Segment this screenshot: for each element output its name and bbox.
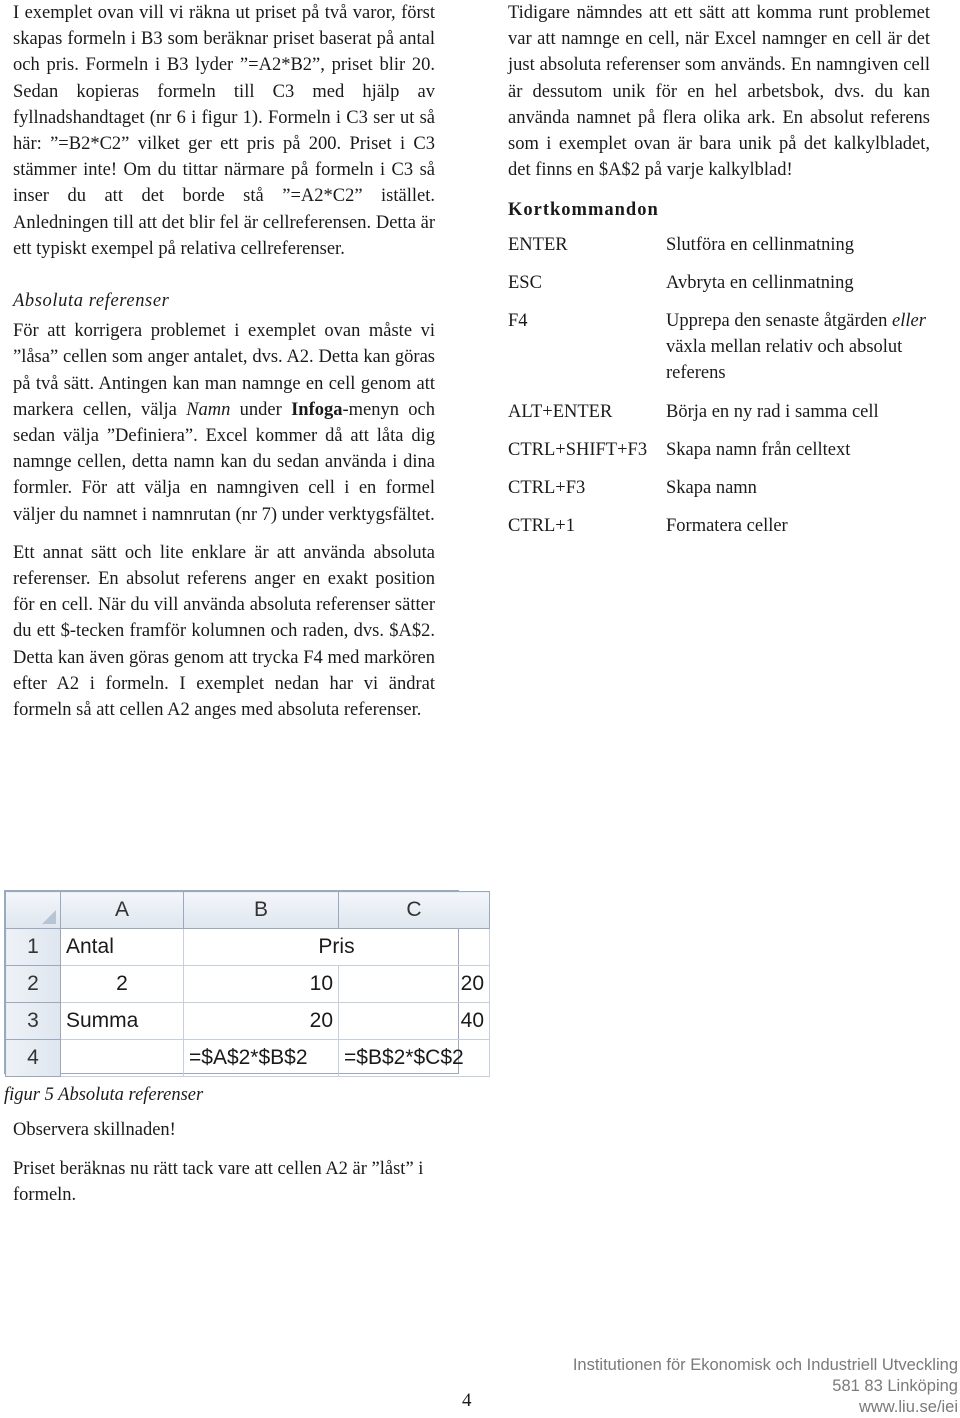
table-row	[6, 966, 490, 1003]
shortcut-description: Slutföra en cellinmatning	[666, 234, 855, 255]
text-span: under	[230, 399, 292, 420]
row-header: 2	[6, 966, 61, 1003]
text-span: -menyn och sedan välja ”Definiera”. Excel kommer då att låta dig namnge cellen, detta namn kan du sedan använda i dina formler. För att välja en namngiven cell i en formel väljer du namnet i namnrutan (nr 7) under verktygsfältet.	[13, 399, 435, 525]
shortcut-description: Börja en ny rad i samma cell	[666, 401, 879, 422]
cell-c3: 40	[339, 1003, 490, 1040]
paragraph-lock-cell	[13, 318, 435, 528]
shortcuts-table	[508, 232, 930, 552]
shortcut-key: ESC	[508, 272, 542, 293]
shortcut-description: Skapa namn	[666, 478, 757, 499]
spreadsheet-figure	[4, 890, 484, 1074]
shortcut-key: CTRL+F3	[508, 478, 586, 499]
paragraph-price-correct: Priset beräknas nu rätt tack vare att cellen A2 är ”låst” i formeln.	[13, 1159, 424, 1206]
cell-a1: Antal	[61, 929, 184, 966]
cell-b3: 20	[184, 1003, 339, 1040]
left-column	[13, 0, 435, 723]
shortcut-description: Formatera celler	[666, 516, 788, 537]
shortcut-description: Skapa namn från celltext	[666, 439, 851, 460]
text-span: För att korrigera problemet i exemplet ovan måste vi ”låsa” cellen som anger antalet, dvs. A2. Detta kan göras på två sätt. Antingen kan man namnge en cell genom att markera cellen, välja	[13, 321, 435, 420]
column-header-row	[6, 892, 490, 929]
paragraph-named-cell: Tidigare nämndes att ett sätt att komma runt problemet var att namnge en cell, när Excel namnger en cell är det just absoluta referenser som används. En namngiven cell är dessutom unik för en hel arbetsbok, dvs. du kan använda namnet på flera olika ark. En absolut referens som i exemplet ovan är bara unik på det kalkylbladet, det finns en $A$2 på varje kalkylblad!	[508, 3, 930, 181]
shortcut-key: F4	[508, 311, 528, 332]
page-number: 4	[462, 1390, 472, 1411]
column-header-c: C	[339, 892, 490, 929]
table-row	[508, 513, 930, 551]
table-row	[6, 929, 490, 966]
table-row	[508, 437, 930, 475]
column-header-b: B	[184, 892, 339, 929]
cell-b2: 10	[184, 966, 339, 1003]
footer-institution: Institutionen för Ekonomisk och Industriell Utveckling	[572, 1356, 958, 1374]
after-figure-text	[13, 1117, 435, 1222]
cell-c2: 20	[339, 966, 490, 1003]
cell-c4: =$B$2*$C$2	[339, 1040, 490, 1077]
table-row	[508, 232, 930, 270]
text-span: växla mellan relativ och absolut referens	[666, 337, 903, 384]
table-row	[508, 399, 930, 437]
row-header: 1	[6, 929, 61, 966]
menu-term-infoga: Infoga	[291, 399, 343, 420]
shortcut-key: ALT+ENTER	[508, 401, 613, 422]
spreadsheet-grid	[5, 891, 490, 1077]
shortcut-description: Avbryta en cellinmatning	[666, 272, 854, 293]
cell-b1: Pris	[184, 929, 490, 966]
shortcut-description	[666, 308, 930, 399]
paragraph-relative-references: I exemplet ovan vill vi räkna ut priset på två varor, först skapas formeln i B3 som beräknar priset baserat på antal och pris. Formeln i B3 lyder ”=A2*B2”, priset blir 20. Sedan kopieras formeln till C3 med hjälp av fyllnadshandtaget (nr 6 i figur 1). Formeln i C3 ser ut så här: ”=B2*C2” vilket ger ett pris på 200. Priset i C3 stämmer inte! Om du tittar närmare på formeln i C3 så inser du att det borde stå ”=A2*C2” istället. Anledningen till att det blir fel är cellreferensen. Detta är ett typiskt exempel på relativa cellreferenser.	[13, 3, 435, 259]
shortcut-key: CTRL+1	[508, 516, 575, 537]
footer	[573, 1355, 958, 1418]
table-row	[6, 1040, 490, 1077]
table-row	[508, 475, 930, 513]
menu-term-namn: Namn	[186, 399, 231, 420]
corner-triangle-icon	[42, 910, 56, 924]
section-heading-absolute-references: Absoluta referenser	[13, 291, 170, 312]
paragraph-absolute-references: Ett annat sätt och lite enklare är att använda absoluta referenser. En absolut referens anger en exakt position för en cell. När du vill använda absoluta referenser sätter du ett $-tecken framför kolumnen och raden, dvs. $A$2. Detta kan även göras genom att trycka F4 med markören efter A2 i formeln. I exemplet nedan har vi ändrat formeln så att cellen A2 anges med absoluta referenser.	[13, 542, 435, 721]
shortcut-key: CTRL+SHIFT+F3	[508, 439, 648, 460]
cell-a4	[61, 1040, 184, 1077]
right-column	[508, 0, 930, 551]
paragraph-observe: Observera skillnaden!	[13, 1120, 176, 1140]
cell-b4: =$A$2*$B$2	[184, 1040, 339, 1077]
shortcut-key: ENTER	[508, 234, 568, 255]
row-header: 3	[6, 1003, 61, 1040]
cell-a2: 2	[61, 966, 184, 1003]
table-row	[6, 1003, 490, 1040]
shortcuts-heading: Kortkommandon	[508, 200, 659, 221]
select-all-corner	[6, 892, 61, 929]
emphasis-eller: eller	[892, 311, 926, 332]
footer-address: 581 83 Linköping	[832, 1377, 958, 1395]
text-span: Upprepa den senaste åtgärden	[666, 311, 893, 332]
column-header-a: A	[61, 892, 184, 929]
footer-website: www.liu.se/iei	[858, 1398, 958, 1416]
row-header: 4	[6, 1040, 61, 1077]
table-row	[508, 270, 930, 308]
figure-caption: figur 5 Absoluta referenser	[4, 1085, 204, 1105]
cell-a3: Summa	[61, 1003, 184, 1040]
table-row	[508, 308, 930, 399]
